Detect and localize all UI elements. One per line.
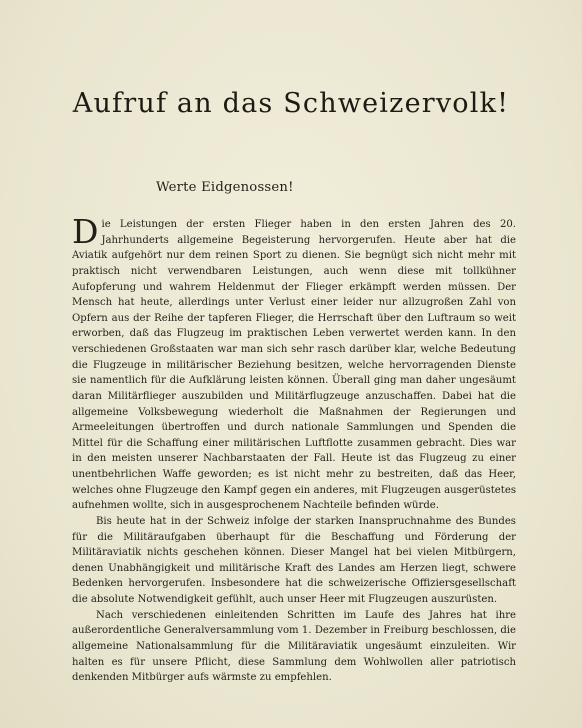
document-title: Aufruf an das Schweizervolk! [72,88,510,119]
paragraph-1 [72,212,516,514]
paragraph-2: Bis heute hat in der Schweiz infolge der starken Inanspruchnahme des Bundes für die Militäraufgaben überhaupt für die Beschaffung und Förderung der Militäraviatik nichts geschehen können. Dieser Mangel hat bei vielen Mitbürgern, denen Unabhängigkeit und militärische Kraft des Landes am Herzen liegt, schwere Bedenken hervorgerufen. Insbesondere hat die schweizerische Offiziersgesellschaft die absolute Notwendigkeit gefühlt, auch unser Heer mit Flugzeugen auszurüsten. [72,515,516,605]
paragraph-1-text: ie Leistungen der ersten Flieger haben in den ersten Jahren des 20. Jahrhunderts allgemeine Begeisterung hervorgerufen. Heute aber hat die Aviatik aufgehört nur dem reinen Sport zu dienen. Sie begnügt sich nicht mehr mit praktisch nicht verwendbaren Leistungen, auch wenn diese mit tollkühner Aufopferung und wahrem Heldenmut der Flieger erkämpft werden müssen. Der Mensch hat heute, allerdings unter Verlust einer leider nur allzugroßen Zahl von Opfern aus der Reihe der tapferen Flieger, die Herrschaft über den Luftraum so weit erworben, daß das Flugzeug im praktischen Leben verwertet werden kann. In den verschiedenen Großstaaten war man sich sehr rasch darüber klar, welche Bedeutung die Flugzeuge in militärischer Beziehung besitzen, welche hervorragenden Dienste sie namentlich für die Aufklärung leisten können. Überall ging man daher ungesäumt daran Militärflieger auszubilden und Militärflugzeuge anzuschaffen. Dabei hat die allgemeine Volksbewegung wiederholt die Maßnahmen der Regierungen und Armeeleitungen übertroffen und durch nationale Sammlungen und Spenden die Mittel für die Schaffung einer militärischen Luftflotte zusammen gebracht. Dies war in den meisten unserer Nachbarstaaten der Fall. Heute ist das Flugzeug zu einer unentbehrlichen Waffe geworden; es ist nicht mehr zu bestreiten, daß das Heer, welches ohne Flugzeuge den Kampf gegen ein anderes, mit Flugzeugen ausgerüstetes aufnehmen wollte, sich in ausgesprochenem Nachteile befinden würde. [72,219,516,512]
drop-cap: D [72,212,99,251]
paragraph-3: Nach verschiedenen einleitenden Schritten im Laufe des Jahres hat ihre außerordentliche Generalversammlung vom 1. Dezember in Freiburg beschlossen, die allgemeine Nationalsammlung für die Militäraviatik ungesäumt einzuleiten. Wir halten es für unsere Pflicht, diese Sammlung dem Wohlwollen aller patriotisch denkenden Mitbürger aufs wärmste zu empfehlen. [72,609,516,684]
body-text [72,212,516,686]
salutation: Werte Eidgenossen! [156,180,294,195]
